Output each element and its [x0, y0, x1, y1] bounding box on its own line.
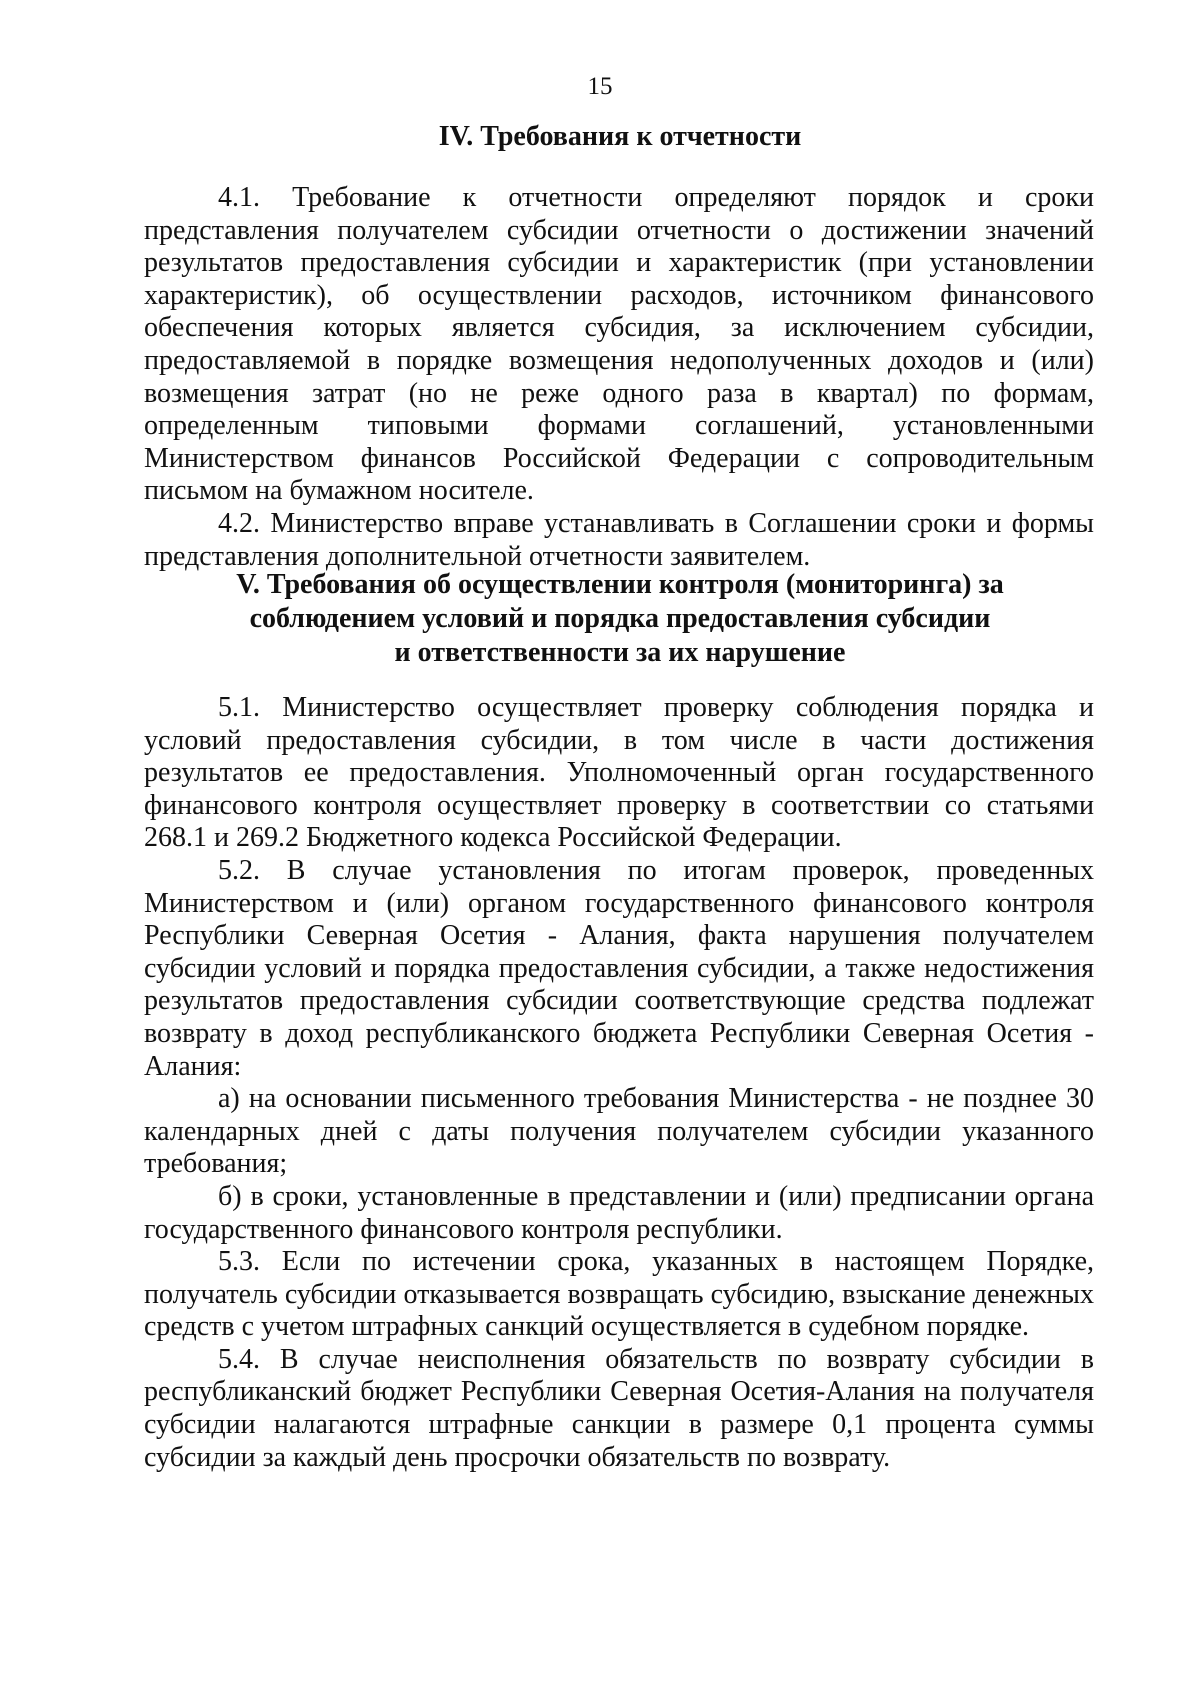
paragraph-5-3: 5.3. Если по истечении срока, указанных в настоящем Порядке, получатель субсидии отказывается возвращать субсидию, взыскание денежных средств с учетом штрафных санкций осуществляется в судебном порядке. [144, 1246, 1094, 1343]
section-4-heading: IV. Требования к отчетности [438, 121, 802, 152]
paragraph-4-1: 4.1. Требование к отчетности определяют порядок и сроки представления получателем субсидии отчетности о достижении значений результатов предоставления субсидии и характеристик (при установлении характеристик), об осуществлении расходов, источником финансового обеспечения которых является субсидия, за исключением субсидии, предоставляемой в порядке возмещения недополученных доходов и (или) возмещения затрат (но не реже одного раза в квартал) по формам, определенным типовыми формами соглашений, установленными Министерством финансов Российской Федерации с сопроводительным письмом на бумажном носителе. [144, 182, 1094, 507]
section-5-heading-line-3: и ответственности за их нарушение [394, 637, 846, 668]
paragraph-5-2: 5.2. В случае установления по итогам проверок, проведенных Министерством и (или) органом государственного финансового контроля Республики Северная Осетия - Алания, факта нарушения получателем субсидии условий и порядка предоставления субсидии, а также недостижения результатов предоставления субсидии соответствующие средства подлежат возврату в доход республиканского бюджета Республики Северная Осетия - Алания: [144, 854, 1094, 1082]
paragraph-5-2-b: б) в сроки, установленные в представлении и (или) предписании органа государственного финансового контроля республики. [144, 1180, 1094, 1245]
page-number: 15 [587, 73, 613, 100]
paragraph-4-2: 4.2. Министерство вправе устанавливать в Соглашении сроки и формы представления дополнительной отчетности заявителем. [144, 507, 1094, 572]
section-5-body [144, 692, 1094, 1474]
section-5-heading-line-1: V. Требования об осуществлении контроля (мониторинга) за [236, 569, 1004, 600]
paragraph-5-2-a: а) на основании письменного требования Министерства - не позднее 30 календарных дней с даты получения получателем субсидии указанного требования; [144, 1083, 1094, 1180]
section-4-body [144, 182, 1094, 573]
section-5-heading-line-2: соблюдением условий и порядка предоставления субсидии [249, 603, 991, 634]
paragraph-5-4: 5.4. В случае неисполнения обязательств по возврату субсидии в республиканский бюджет Республики Северная Осетия-Алания на получателя субсидии налагаются штрафные санкции в размере 0,1 процента суммы субсидии за каждый день просрочки обязательств по возврату. [144, 1343, 1094, 1473]
section-5-heading [140, 568, 1100, 670]
paragraph-5-1: 5.1. Министерство осуществляет проверку соблюдения порядка и условий предоставления субсидии, в том числе в части достижения результатов ее предоставления. Уполномоченный орган государственного финансового контроля осуществляет проверку в соответствии со статьями 268.1 и 269.2 Бюджетного кодекса Российской Федерации. [144, 692, 1094, 854]
